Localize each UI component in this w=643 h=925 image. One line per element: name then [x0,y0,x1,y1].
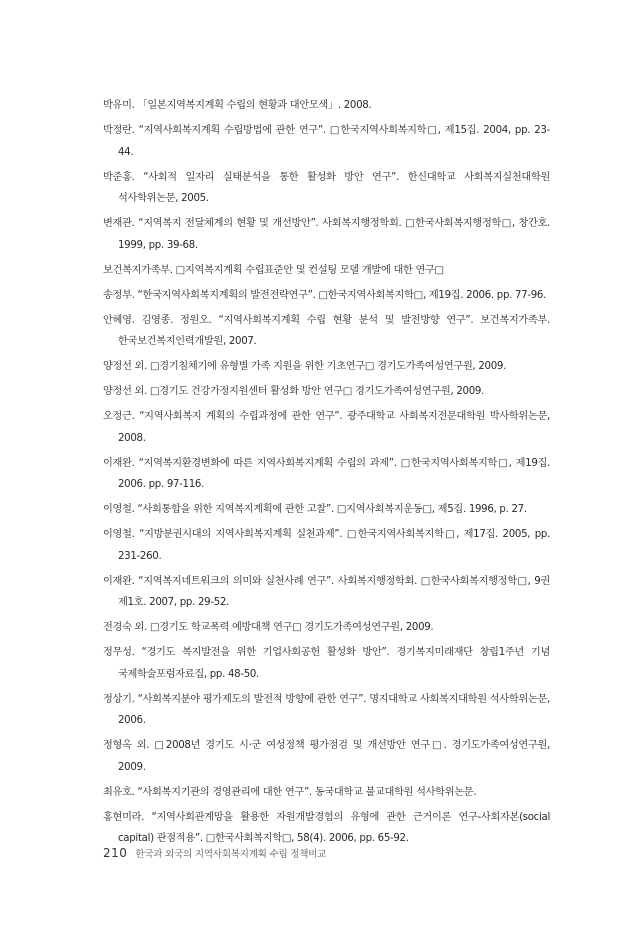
reference-entry: 송정부. “한국지역사회복지계획의 발전전략연구”. □한국지역사회복지학□, 제19집. 2006. pp. 77-96. [103,289,547,301]
reference-entry: 홍현미라. “지역사회관계망을 활용한 자원개발경험의 유형에 관한 근거이론 연구-사회자본(social capital) 관점적용”. □한국사회복지학□, 58(4). 2006, pp. 65-92. [103,811,550,844]
page-footer [103,846,550,862]
running-title: 한국과 외국의 지역사회복지계획 수립 정책비교 [135,849,327,860]
reference-entry: 이영철. “사회통합을 위한 지역복지계획에 관한 고찰”. □지역사회복지운동□, 제5집. 1996, p. 27. [103,504,527,515]
reference-entry: 오정근. “지역사회복지 계획의 수립과정에 관한 연구”. 광주대학교 사회복지전문대학원 박사학위논문, 2008. [103,411,550,444]
reference-entry: 보건복지가족부. □지역복지계획 수립표준안 및 컨설팅 모델 개발에 대한 연구□ [103,264,444,276]
reference-entry: 정상기. “사회복지분야 평가제도의 발전적 방향에 관한 연구”. 명지대학교 사회복지대학원 석사학위논문, 2006. [103,693,550,726]
reference-entry: 양정선 외. □경기침체기에 유형별 가족 지원을 위한 기초연구□ 경기도가족여성연구원, 2009. [103,361,507,372]
reference-entry: 전경숙 외. □경기도 학교폭력 예방대책 연구□ 경기도가족여성연구원, 2009. [103,622,434,633]
reference-entry: 최유호. “사회복지기관의 경영관리에 대한 연구”. 동국대학교 불교대학원 석사학위논문. [103,786,477,798]
reference-entry: 이영철. “지방분권시대의 지역사회복지계획 실천과제”. □한국지역사회복지학□, 제17집. 2005, pp. 231-260. [103,529,550,562]
page-number: 210 [103,846,128,860]
reference-entry: 이재완. “지역복지환경변화에 따른 지역사회복지계획 수립의 과제”. □한국지역사회복지학□, 제19집. 2006. pp. 97-116. [103,457,550,490]
reference-entry: 변재관. “지역복지 전달체계의 현황 및 개선방안”. 사회복지행정학회. □한국사회복지행정학□, 창간호. 1999, pp. 39-68. [103,218,550,251]
reference-entry: 박준홍. “사회적 일자리 실태분석을 통한 활성화 방안 연구”. 한신대학교 사회복지실천대학원 석사학위논문, 2005. [103,171,550,204]
reference-entry: 양정선 외. □경기도 건강가정지원센터 활성화 방안 연구□ 경기도가족여성연구원, 2009. [103,386,485,397]
reference-entry: 이재완. “지역복지네트워크의 의미와 실천사례 연구”. 사회복지행정학회. □한국사회복지행정학□, 9권 제1호. 2007, pp. 29-52. [103,575,550,608]
reference-entry: 정무성. “경기도 복지발전을 위한 기업사회공헌 활성화 방안”. 경기복지미래재단 창립1주년 기념 국제학술포럼자료집, pp. 48-50. [103,647,550,680]
reference-entry: 박정란. “지역사회복지계획 수립방법에 관한 연구”. □한국지역사회복지학□, 제15집. 2004, pp. 23-44. [103,125,550,158]
reference-entry: 박유미. 「일본지역복지계획 수립의 현황과 대안모색」. 2008. [103,100,372,111]
reference-list [103,95,550,853]
reference-entry: 정형옥 외. □2008년 경기도 시·군 여성정책 평가점검 및 개선방안 연구□. 경기도가족여성연구원, 2009. [103,740,550,773]
reference-entry: 안혜영. 김영종. 정원오. “지역사회복지계획 수립 현황 분석 및 발전방향 연구”. 보건복지가족부. 한국보건복지인력개발원, 2007. [103,314,550,347]
